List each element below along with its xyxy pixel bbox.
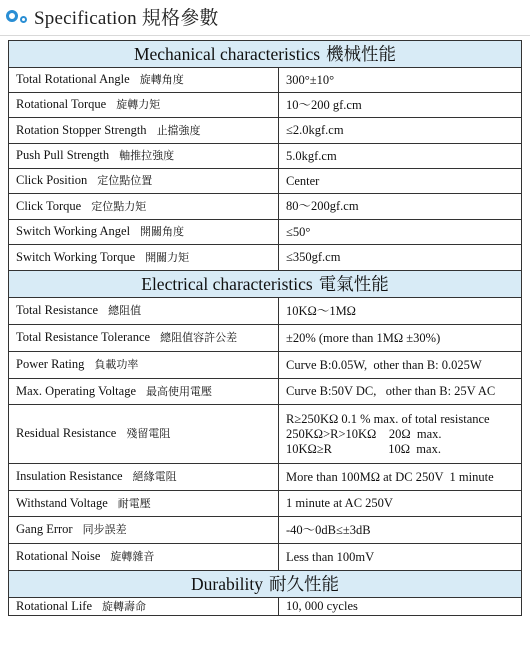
spec-label-cell <box>9 464 279 491</box>
spec-value-line: R≥250KΩ 0.1 % max. of total resistance <box>286 411 490 426</box>
spec-value-cell <box>279 93 522 118</box>
spec-value-line: ±20% (more than 1MΩ ±30%) <box>286 330 441 345</box>
spec-value-line: Less than 100mV <box>286 549 375 564</box>
spec-value-cell <box>279 464 522 491</box>
spec-label-en: Rotational Torque <box>16 97 107 111</box>
section-title-cn: 耐久性能 <box>268 573 339 594</box>
spec-value-cell <box>279 169 522 194</box>
spec-label-en: Withstand Voltage <box>16 495 108 510</box>
spec-value-line: 80～200gf.cm <box>286 199 359 213</box>
spec-label-en: Total Resistance Tolerance <box>16 330 151 344</box>
spec-value-cell <box>279 544 522 571</box>
spec-value-line: 10～200 gf.cm <box>286 97 362 112</box>
spec-label-en: Max. Operating Voltage <box>16 383 137 398</box>
spec-value-line: 5.0kgf.cm <box>286 148 337 163</box>
section-title-cn: 電氣性能 <box>318 273 389 294</box>
spec-label-en: Rotational Life <box>16 598 93 613</box>
spec-label-cn: 定位點力矩 <box>91 200 147 213</box>
spec-value-cell <box>279 118 522 144</box>
spec-value-cell <box>279 220 522 245</box>
spec-label-cn: 絕緣電阻 <box>132 471 177 483</box>
spec-label-cell <box>9 194 279 220</box>
section-title-en: Mechanical characteristics <box>133 43 321 64</box>
spec-value-cell <box>279 491 522 517</box>
spec-row <box>9 93 522 118</box>
spec-label-cell <box>9 325 279 352</box>
spec-label-cell <box>9 598 279 616</box>
spec-label-en: Push Pull Strength <box>16 148 110 162</box>
spec-label-en: Gang Error <box>16 522 73 536</box>
spec-value-line: -40～0dB≤±3dB <box>286 522 371 537</box>
section-title-en: Durability <box>191 573 263 594</box>
spec-row <box>9 405 522 464</box>
spec-label-cell <box>9 169 279 194</box>
spec-label-cn: 最高使用電壓 <box>146 385 213 398</box>
spec-value-cell <box>279 144 522 169</box>
spec-row <box>9 298 522 325</box>
spec-label-cell <box>9 544 279 571</box>
spec-label-cn: 同步誤差 <box>82 524 127 536</box>
spec-row <box>9 352 522 379</box>
spec-row <box>9 491 522 517</box>
page-title: Specification 規格參數 <box>34 7 219 29</box>
spec-value-cell <box>279 298 522 325</box>
spec-value-line: 250KΩ>R>10KΩ 20Ω max. <box>286 426 442 441</box>
spec-label-en: Power Rating <box>16 357 85 371</box>
spec-value-line: ≤50° <box>286 224 311 239</box>
spec-row <box>9 379 522 405</box>
spec-label-cn: 總阻值容許公差 <box>160 332 238 344</box>
spec-label-en: Rotation Stopper Strength <box>16 122 147 137</box>
spec-label-en: Click Torque <box>16 198 82 213</box>
section-title <box>9 571 522 598</box>
spec-row <box>9 517 522 544</box>
section-title <box>9 41 522 68</box>
spec-label-cell <box>9 220 279 245</box>
spec-label-cn: 總阻值 <box>108 305 142 317</box>
spec-label-cn: 旋轉壽命 <box>102 600 147 613</box>
spec-value-cell <box>279 325 522 352</box>
spec-value-cell <box>279 245 522 271</box>
section-header-row <box>9 41 522 68</box>
double-circle-bullet-icon <box>4 6 32 26</box>
spec-value-cell <box>279 68 522 93</box>
page-header <box>0 0 530 32</box>
spec-value-cell <box>279 598 522 616</box>
spec-label-cn: 耐電壓 <box>117 497 151 510</box>
spec-label-cell <box>9 93 279 118</box>
spec-label-cn: 定位點位置 <box>97 175 153 187</box>
spec-value-line: ≤350gf.cm <box>286 250 341 264</box>
spec-value-cell <box>279 194 522 220</box>
spec-label-cell <box>9 118 279 144</box>
spec-label-cn: 旋轉雜音 <box>110 551 155 563</box>
spec-label-cn: 負載功率 <box>94 359 139 371</box>
spec-label-cn: 止擋強度 <box>156 124 201 137</box>
spec-value-cell <box>279 405 522 464</box>
spec-row <box>9 169 522 194</box>
spec-label-en: Switch Working Torque <box>16 249 136 264</box>
spec-row <box>9 118 522 144</box>
spec-label-en: Switch Working Angel <box>16 224 131 238</box>
spec-row <box>9 144 522 169</box>
spec-row <box>9 325 522 352</box>
spec-value-line: 1 minute at AC 250V <box>286 496 393 510</box>
section-title-en: Electrical characteristics <box>141 273 313 294</box>
spec-label-en: Total Rotational Angle <box>16 72 130 86</box>
spec-row <box>9 544 522 571</box>
spec-label-en: Insulation Resistance <box>16 469 123 483</box>
spec-label-cell <box>9 517 279 544</box>
spec-label-cn: 旋轉力矩 <box>116 99 161 111</box>
spec-row <box>9 245 522 271</box>
spec-label-cell <box>9 405 279 464</box>
spec-value-line: 10KΩ≥R 10Ω max. <box>286 441 441 456</box>
spec-value-line: 10KΩ～1MΩ <box>286 303 356 318</box>
spec-label-cn: 殘留電阻 <box>126 428 171 440</box>
spec-value-line: Curve B:0.05W, other than B: 0.025W <box>286 357 482 372</box>
spec-value-line: Curve B:50V DC, other than B: 25V AC <box>286 384 496 398</box>
spec-value-cell <box>279 379 522 405</box>
spec-label-cell <box>9 379 279 405</box>
spec-label-cell <box>9 491 279 517</box>
spec-label-cell <box>9 298 279 325</box>
spec-label-cell <box>9 245 279 271</box>
spec-value-line: More than 100MΩ at DC 250V 1 minute <box>286 469 494 484</box>
specification-table <box>8 40 522 616</box>
spec-value-line: 300°±10° <box>286 72 335 87</box>
spec-label-en: Total Resistance <box>16 303 99 317</box>
section-title-cn: 機械性能 <box>326 43 397 64</box>
spec-label-cn: 開關力矩 <box>145 251 190 264</box>
spec-row <box>9 598 522 616</box>
spec-label-en: Rotational Noise <box>16 549 101 563</box>
spec-row <box>9 194 522 220</box>
section-title <box>9 271 522 298</box>
spec-label-cell <box>9 352 279 379</box>
spec-row <box>9 220 522 245</box>
header-divider <box>0 35 530 36</box>
spec-label-cn: 旋轉角度 <box>139 74 184 86</box>
section-header-row <box>9 571 522 598</box>
spec-value-cell <box>279 517 522 544</box>
spec-row <box>9 68 522 93</box>
spec-row <box>9 464 522 491</box>
spec-label-en: Click Position <box>16 173 88 187</box>
spec-value-line: Center <box>286 173 320 188</box>
spec-label-cell <box>9 144 279 169</box>
spec-label-en: Residual Resistance <box>16 426 117 440</box>
spec-value-cell <box>279 352 522 379</box>
spec-value-line: 10, 000 cycles <box>286 599 358 613</box>
spec-label-cn: 軸推拉強度 <box>119 150 175 162</box>
spec-label-cell <box>9 68 279 93</box>
spec-value-line: ≤2.0kgf.cm <box>286 123 344 137</box>
section-header-row <box>9 271 522 298</box>
spec-label-cn: 開關角度 <box>140 226 185 238</box>
